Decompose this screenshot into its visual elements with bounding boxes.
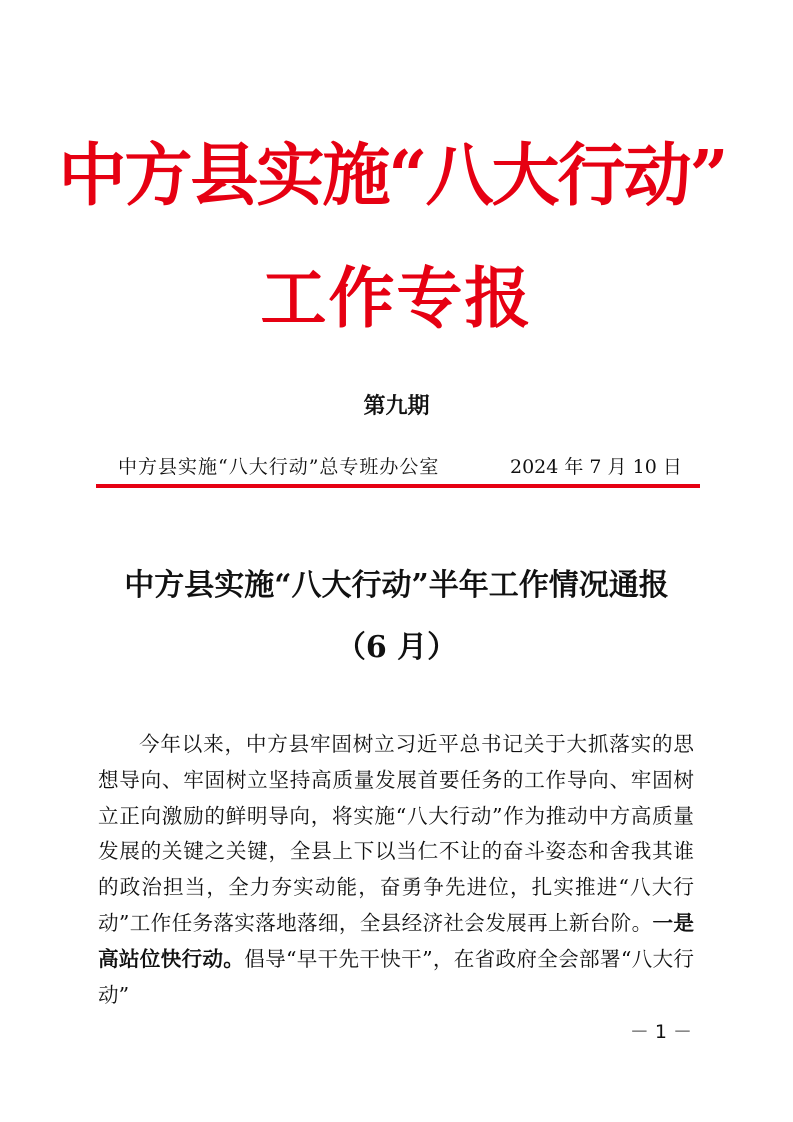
red-divider (96, 484, 700, 488)
masthead-subtitle: 工作专报 (260, 259, 533, 337)
issuer-org: 中方县实施“八大行动”总专班办公室 (118, 456, 440, 478)
page-number: － 1 － (629, 1021, 692, 1043)
masthead-title: 中方县实施“八大行动” (58, 136, 727, 216)
issue-date: 2024 年 7 月 10 日 (510, 456, 682, 478)
body-rest: 倡导“早干先干快干”，在省政府全会部署“八大行动” (98, 946, 694, 1007)
article-body (98, 727, 694, 1013)
body-lead: 一是高站位快行动。 (98, 910, 695, 971)
article-subtitle: （6 月） (335, 630, 458, 665)
issue-number: 第九期 (363, 394, 430, 419)
issuer-line (118, 454, 688, 480)
article-title: 中方县实施“八大行动”半年工作情况通报 (124, 568, 669, 603)
body-intro: 今年以来，中方县牢固树立习近平总书记关于大抓落实的思想导向、牢固树立坚持高质量发展首要任务的工作导向、牢固树立正向激励的鲜明导向，将实施“八大行动”作为推动中方高质量发展的关键之关键，全县上下以当仁不让的奋斗姿态和舍我其谁的政治担当，全力夯实动能，奋勇争先进位，扎实推进“八大行动”工作任务落实落地落细，全县经济社会发展再上新台阶。 (98, 732, 694, 935)
